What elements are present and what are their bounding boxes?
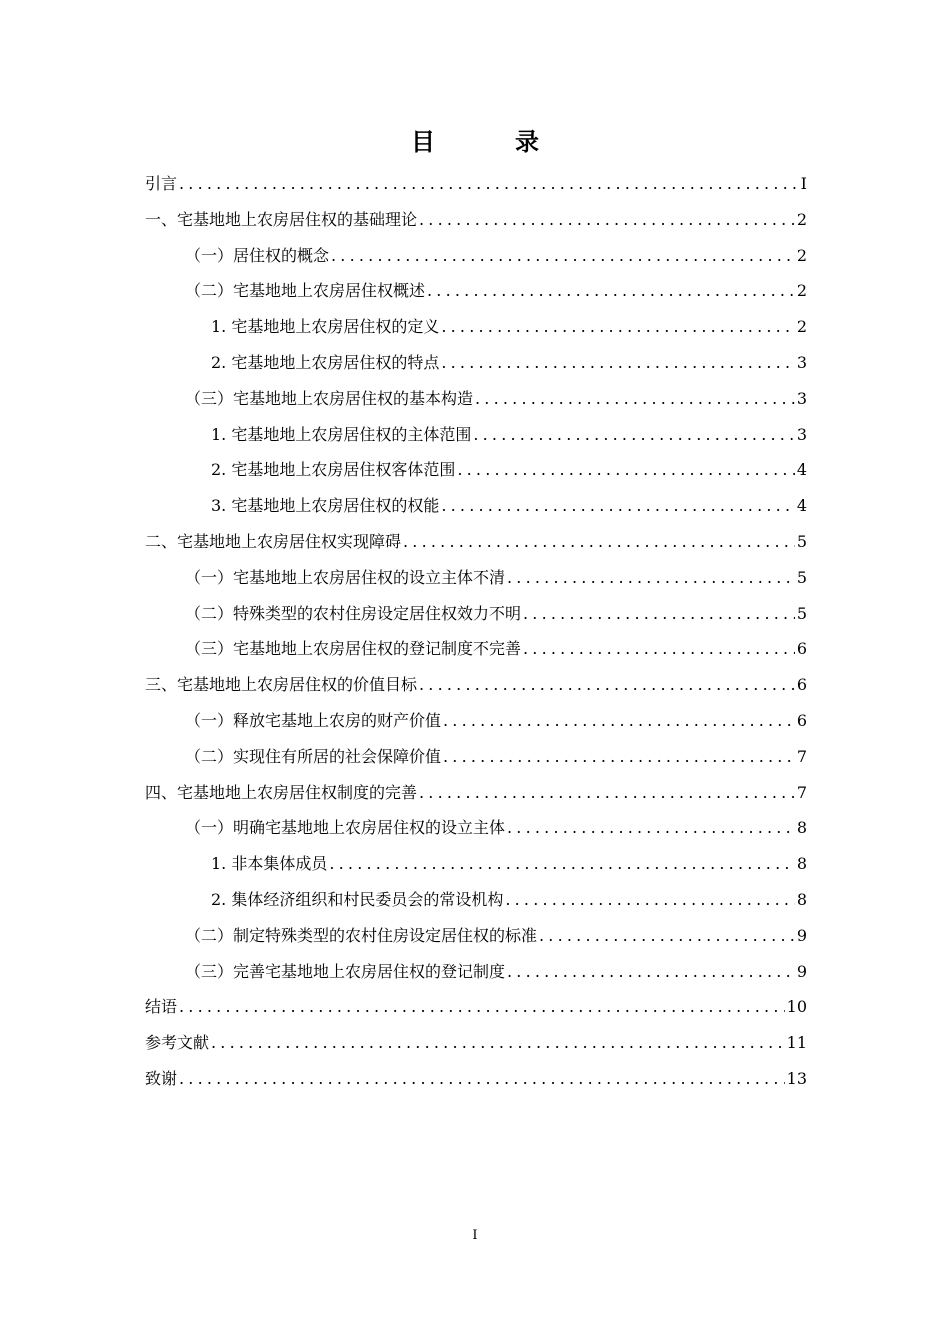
toc-entry-page-number: 5 bbox=[796, 567, 807, 587]
toc-entry[interactable] bbox=[145, 560, 807, 596]
toc-dot-leader bbox=[419, 667, 795, 703]
toc-entry[interactable] bbox=[145, 166, 807, 202]
toc-entry-page-number: 10 bbox=[786, 997, 807, 1017]
toc-dot-leader bbox=[507, 810, 795, 846]
toc-entry-title: （三）宅基地地上农房居住权的登记制度不完善 bbox=[185, 639, 522, 659]
toc-entry-title: （二）制定特殊类型的农村住房设定居住权的标准 bbox=[185, 925, 538, 945]
toc-entry-title: 三、宅基地地上农房居住权的价值目标 bbox=[145, 675, 418, 695]
toc-entry-title: 引言 bbox=[145, 174, 178, 193]
toc-entry-title: 3. 宅基地地上农房居住权的权能 bbox=[211, 496, 440, 516]
toc-entry[interactable] bbox=[145, 810, 807, 846]
toc-dot-leader bbox=[427, 273, 795, 309]
toc-entry-title: （一）宅基地地上农房居住权的设立主体不清 bbox=[185, 567, 506, 587]
toc-entry[interactable] bbox=[145, 273, 807, 309]
toc-entry-title: （二）宅基地地上农房居住权概述 bbox=[185, 281, 426, 301]
toc-entry-title: 1. 宅基地地上农房居住权的定义 bbox=[211, 317, 440, 337]
toc-entry-title: 一、宅基地地上农房居住权的基础理论 bbox=[145, 209, 418, 229]
table-of-contents bbox=[145, 166, 807, 1097]
toc-entry-page-number: 3 bbox=[796, 388, 807, 408]
toc-entry-page-number: 5 bbox=[796, 603, 807, 623]
toc-entry[interactable] bbox=[145, 989, 807, 1025]
toc-entry[interactable] bbox=[145, 1025, 807, 1061]
toc-title: 目 录 bbox=[411, 127, 567, 156]
toc-entry-title: （二）特殊类型的农村住房设定居住权效力不明 bbox=[185, 603, 522, 623]
toc-entry-title: 参考文献 bbox=[145, 1033, 210, 1053]
toc-dot-leader bbox=[441, 488, 794, 524]
toc-entry-page-number: 2 bbox=[796, 317, 807, 337]
toc-entry[interactable] bbox=[145, 238, 807, 274]
toc-entry-page-number: 7 bbox=[796, 782, 807, 802]
toc-entry-page-number: 2 bbox=[796, 281, 807, 301]
toc-entry-page-number: 13 bbox=[786, 1068, 807, 1088]
toc-entry-page-number: 6 bbox=[796, 710, 807, 730]
toc-entry[interactable] bbox=[145, 667, 807, 703]
toc-entry-page-number: 8 bbox=[796, 889, 807, 909]
toc-entry-page-number: 4 bbox=[796, 496, 807, 516]
toc-entry-title: （三）宅基地地上农房居住权的基本构造 bbox=[185, 388, 474, 408]
toc-entry[interactable] bbox=[145, 882, 807, 918]
toc-entry[interactable] bbox=[145, 954, 807, 990]
toc-dot-leader bbox=[457, 452, 794, 488]
toc-dot-leader bbox=[505, 882, 794, 918]
toc-dot-leader bbox=[419, 202, 795, 238]
toc-dot-leader bbox=[539, 918, 795, 954]
toc-entry-title: （一）释放宅基地上农房的财产价值 bbox=[185, 710, 442, 730]
toc-dot-leader bbox=[475, 381, 795, 417]
toc-dot-leader bbox=[443, 739, 795, 775]
toc-entry-page-number: 5 bbox=[796, 531, 807, 551]
toc-dot-leader bbox=[211, 1025, 785, 1061]
toc-dot-leader bbox=[473, 417, 794, 453]
toc-entry[interactable] bbox=[145, 488, 807, 524]
toc-dot-leader bbox=[331, 238, 795, 274]
toc-entry-page-number: 9 bbox=[796, 961, 807, 981]
toc-dot-leader bbox=[523, 631, 795, 667]
toc-dot-leader bbox=[507, 560, 795, 596]
toc-entry-page-number: 8 bbox=[796, 818, 807, 838]
toc-entry[interactable] bbox=[145, 345, 807, 381]
toc-entry[interactable] bbox=[145, 381, 807, 417]
toc-entry-title: 2. 宅基地地上农房居住权的特点 bbox=[211, 352, 440, 372]
toc-entry-title: 结语 bbox=[145, 997, 178, 1017]
toc-entry-title: 二、宅基地地上农房居住权实现障碍 bbox=[145, 531, 402, 551]
toc-entry-title: 2. 宅基地地上农房居住权客体范围 bbox=[211, 460, 456, 480]
toc-dot-leader bbox=[179, 166, 799, 202]
toc-entry-page-number: 6 bbox=[796, 639, 807, 659]
toc-entry-title: （三）完善宅基地地上农房居住权的登记制度 bbox=[185, 961, 506, 981]
toc-entry-title: 四、宅基地地上农房居住权制度的完善 bbox=[145, 782, 418, 802]
toc-entry-page-number: 6 bbox=[796, 675, 807, 695]
toc-entry[interactable] bbox=[145, 846, 807, 882]
toc-entry-page-number: 3 bbox=[796, 352, 807, 372]
toc-dot-leader bbox=[179, 1061, 785, 1097]
toc-dot-leader bbox=[403, 524, 795, 560]
toc-entry[interactable] bbox=[145, 596, 807, 632]
toc-entry-page-number: 2 bbox=[796, 245, 807, 265]
toc-entry-title: 致谢 bbox=[145, 1068, 178, 1088]
toc-entry[interactable] bbox=[145, 775, 807, 811]
toc-entry[interactable] bbox=[145, 202, 807, 238]
page-number: I bbox=[472, 1228, 478, 1243]
toc-entry[interactable] bbox=[145, 631, 807, 667]
toc-entry-page-number: 4 bbox=[796, 460, 807, 480]
toc-entry[interactable] bbox=[145, 918, 807, 954]
toc-entry-title: 1. 非本集体成员 bbox=[211, 854, 328, 874]
toc-entry[interactable] bbox=[145, 417, 807, 453]
toc-entry-page-number: 8 bbox=[796, 854, 807, 874]
toc-entry[interactable] bbox=[145, 739, 807, 775]
toc-dot-leader bbox=[523, 596, 795, 632]
toc-entry[interactable] bbox=[145, 1061, 807, 1097]
toc-entry-page-number: 9 bbox=[796, 925, 807, 945]
toc-dot-leader bbox=[507, 954, 795, 990]
toc-entry[interactable] bbox=[145, 452, 807, 488]
toc-entry-title: 1. 宅基地地上农房居住权的主体范围 bbox=[211, 424, 472, 444]
toc-entry-page-number: 11 bbox=[786, 1033, 807, 1053]
toc-entry[interactable] bbox=[145, 524, 807, 560]
toc-entry-title: 2. 集体经济组织和村民委员会的常设机构 bbox=[211, 889, 504, 909]
toc-dot-leader bbox=[419, 775, 795, 811]
toc-dot-leader bbox=[179, 989, 785, 1025]
toc-entry-page-number: 7 bbox=[796, 746, 807, 766]
toc-dot-leader bbox=[441, 345, 794, 381]
toc-entry-page-number: I bbox=[800, 174, 807, 193]
toc-dot-leader bbox=[443, 703, 795, 739]
toc-entry-title: （一）居住权的概念 bbox=[185, 245, 330, 265]
toc-entry[interactable] bbox=[145, 309, 807, 345]
toc-dot-leader bbox=[441, 309, 794, 345]
toc-entry-page-number: 3 bbox=[796, 424, 807, 444]
toc-dot-leader bbox=[329, 846, 794, 882]
toc-entry[interactable] bbox=[145, 703, 807, 739]
toc-entry-title: （二）实现住有所居的社会保障价值 bbox=[185, 746, 442, 766]
toc-entry-title: （一）明确宅基地地上农房居住权的设立主体 bbox=[185, 818, 506, 838]
toc-entry-page-number: 2 bbox=[796, 209, 807, 229]
